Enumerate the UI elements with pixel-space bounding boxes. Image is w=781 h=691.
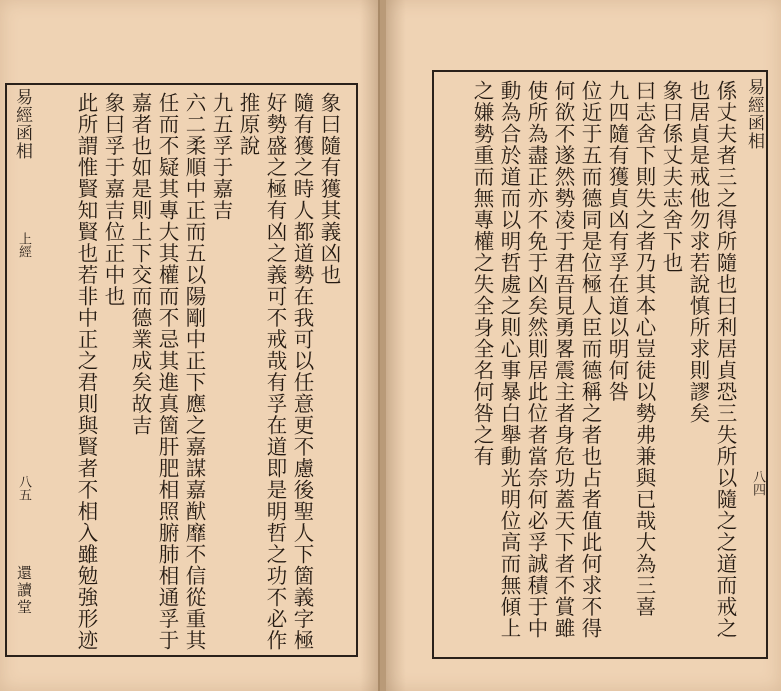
text-column: 係丈夫者三之得所隨也曰利居貞恐三失所以隨之之道而戒之 [713, 80, 737, 639]
text-column: 好勢盛之極有凶之義可不戒哉有孚在道即是明哲之功不必作 [263, 92, 287, 651]
text-column: 動為合於道而以明哲處之則心事暴白舉動光明位高而無傾上 [497, 80, 521, 639]
text-column: 九五孚于嘉吉 [209, 92, 233, 221]
right-page-number: 八四 [750, 470, 765, 496]
left-page-number: 八五 [16, 475, 31, 501]
text-column: 之嫌勢重而無專權之失全身全名何咎之有 [470, 80, 494, 467]
left-page-text [42, 92, 342, 651]
text-column: 使所為盡正亦不免于凶矣然則居此位者當奈何必孚誠積于中 [524, 80, 548, 639]
text-column: 推原說 [236, 92, 260, 157]
text-column: 隨有獲之時人都道勢在我可以任意更不慮後聖人下箇義字極 [290, 92, 314, 651]
text-column: 任而不疑其專大其權而不忌其進真箇肝肥相照腑肺相通孚于 [155, 92, 179, 651]
right-page-text [440, 80, 738, 650]
text-column: 嘉者也如是則上下交而德業成矣故吉 [128, 92, 152, 436]
left-spine-title: 易經函相 [12, 88, 32, 160]
text-column: 曰志舍下則失之者乃其本心豈徒以勢弗兼與已哉大為三喜 [632, 80, 656, 618]
left-section-label: 上經 [16, 232, 31, 258]
right-page-shadow [386, 0, 406, 691]
text-column: 象曰孚于嘉吉位正中也 [101, 92, 125, 307]
text-column: 此所謂惟賢知賢也若非中正之君則與賢者不相入雖勉強形迹 [74, 92, 98, 651]
publisher-mark: 還讀堂 [15, 565, 33, 616]
text-column: 象曰隨有獲其義凶也 [317, 92, 341, 286]
text-column: 九四隨有獲貞凶有孚在道以明何咎 [605, 80, 629, 403]
left-page-shadow [360, 0, 380, 691]
text-column: 何欲不遂然勢凌于君吾見勇畧震主者身危功蓋天下者不賞雖 [551, 80, 575, 639]
text-column: 也居貞是戒他勿求若說慎所求則謬矣 [686, 80, 710, 424]
text-column: 六二柔順中正而五以陽剛中正下應之嘉謀嘉猷靡不信從重其 [182, 92, 206, 651]
text-column: 位近于五而德同是位極人臣而德稱之者也占者值此何求不得 [578, 80, 602, 639]
text-column: 象曰係丈夫志舍下也 [659, 80, 683, 274]
right-spine-title: 易經函相 [744, 78, 764, 150]
